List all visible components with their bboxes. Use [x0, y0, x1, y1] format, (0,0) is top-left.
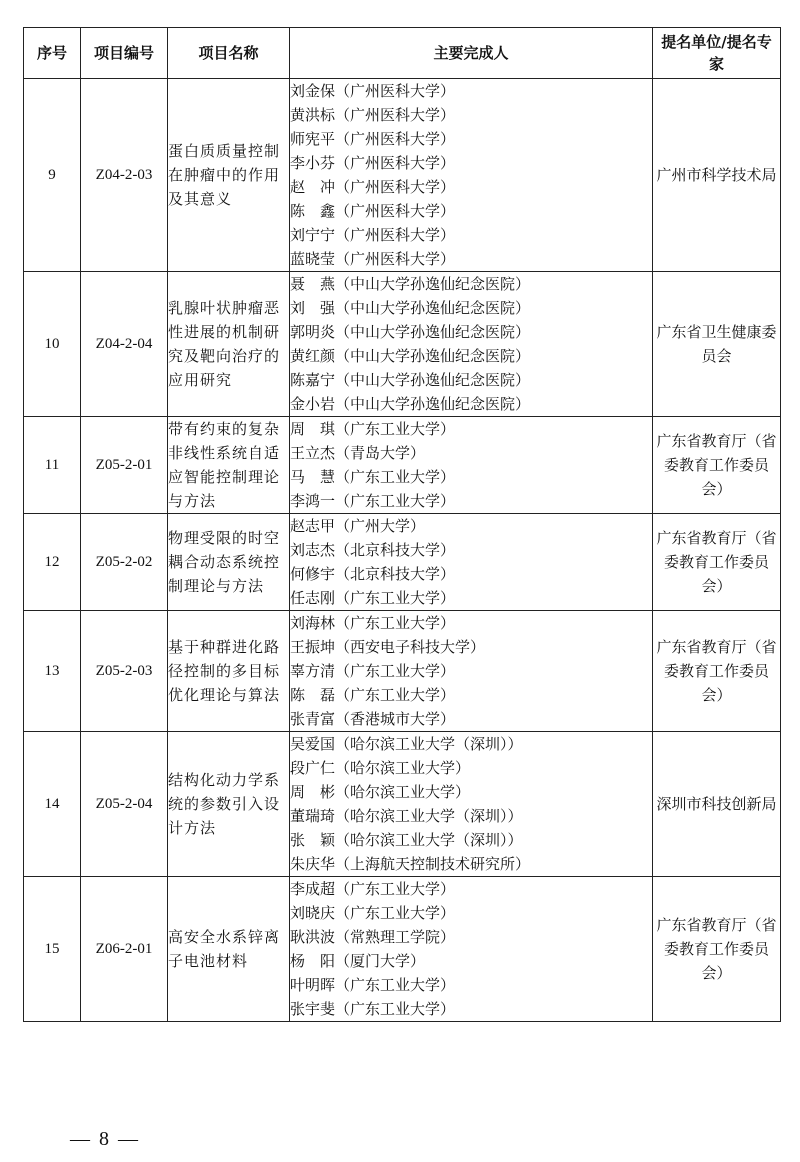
nominator-cell: 广东省教育厅（省委教育工作委员会） [653, 514, 781, 611]
table-header-row [24, 28, 781, 79]
contributor-entry: 刘志杰（北京科技大学） [290, 541, 456, 559]
table-body [24, 79, 781, 1022]
header-main-contributors: 主要完成人 [290, 28, 653, 79]
main-contributors-cell [290, 514, 653, 611]
nominator-cell: 深圳市科技创新局 [653, 732, 781, 877]
contributor-entry: 段广仁（哈尔滨工业大学） [290, 759, 471, 777]
serial-number-cell: 9 [24, 79, 81, 272]
contributor-entry: 刘 强（中山大学孙逸仙纪念医院） [290, 299, 531, 317]
project-name-cell: 基于种群进化路径控制的多目标优化理论与算法 [168, 611, 290, 732]
nominator-cell: 广东省教育厅（省委教育工作委员会） [653, 417, 781, 514]
contributor-entry: 刘金保（广州医科大学） [290, 82, 456, 100]
contributor-entry: 任志刚（广东工业大学） [290, 589, 456, 607]
nominator-cell: 广东省教育厅（省委教育工作委员会） [653, 611, 781, 732]
contributor-entry: 周 琪（广东工业大学） [290, 420, 456, 438]
contributor-entry: 黄红颜（中山大学孙逸仙纪念医院） [290, 347, 531, 365]
contributor-entry: 董瑞琦（哈尔滨工业大学（深圳）） [290, 807, 523, 825]
serial-number-cell: 11 [24, 417, 81, 514]
serial-number-cell: 15 [24, 877, 81, 1022]
contributor-entry: 赵 冲（广州医科大学） [290, 178, 456, 196]
table-row [24, 272, 781, 417]
project-code-cell: Z05-2-01 [81, 417, 168, 514]
contributor-entry: 赵志甲（广州大学） [290, 517, 426, 535]
main-contributors-cell [290, 79, 653, 272]
contributor-entry: 张 颖（哈尔滨工业大学（深圳）） [290, 831, 523, 849]
main-contributors-cell [290, 611, 653, 732]
contributor-entry: 金小岩（中山大学孙逸仙纪念医院） [290, 395, 531, 413]
main-contributors-cell [290, 417, 653, 514]
main-contributors-cell [290, 877, 653, 1022]
page-number: — 8 — [70, 1128, 140, 1150]
contributor-entry: 王振坤（西安电子科技大学） [290, 638, 486, 656]
contributor-entry: 朱庆华（上海航天控制技术研究所） [290, 855, 531, 873]
contributor-entry: 李鸿一（广东工业大学） [290, 492, 456, 510]
header-serial-number: 序号 [24, 28, 81, 79]
contributor-entry: 叶明晖（广东工业大学） [290, 976, 456, 994]
contributor-entry: 张宇斐（广东工业大学） [290, 1000, 456, 1018]
project-name-cell: 物理受限的时空耦合动态系统控制理论与方法 [168, 514, 290, 611]
contributor-entry: 蓝晓莹（广州医科大学） [290, 250, 456, 268]
serial-number-cell: 10 [24, 272, 81, 417]
contributor-entry: 陈 磊（广东工业大学） [290, 686, 456, 704]
project-name-cell: 高安全水系锌离子电池材料 [168, 877, 290, 1022]
project-code-cell: Z06-2-01 [81, 877, 168, 1022]
project-code-cell: Z04-2-04 [81, 272, 168, 417]
project-name-cell: 带有约束的复杂非线性系统自适应智能控制理论与方法 [168, 417, 290, 514]
project-code-cell: Z05-2-03 [81, 611, 168, 732]
contributor-entry: 王立杰（青岛大学） [290, 444, 426, 462]
contributor-entry: 吴爱国（哈尔滨工业大学（深圳）） [290, 735, 523, 753]
nominator-cell: 广东省教育厅（省委教育工作委员会） [653, 877, 781, 1022]
contributor-entry: 李小芬（广州医科大学） [290, 154, 456, 172]
contributor-entry: 李成超（广东工业大学） [290, 880, 456, 898]
contributor-entry: 马 慧（广东工业大学） [290, 468, 456, 486]
contributor-entry: 何修宇（北京科技大学） [290, 565, 456, 583]
contributor-entry: 张青富（香港城市大学） [290, 710, 456, 728]
contributor-entry: 陈嘉宁（中山大学孙逸仙纪念医院） [290, 371, 531, 389]
table-row [24, 514, 781, 611]
table-row [24, 79, 781, 272]
serial-number-cell: 12 [24, 514, 81, 611]
table-row [24, 732, 781, 877]
contributor-entry: 聂 燕（中山大学孙逸仙纪念医院） [290, 275, 531, 293]
project-name-cell: 结构化动力学系统的参数引入设计方法 [168, 732, 290, 877]
serial-number-cell: 14 [24, 732, 81, 877]
project-code-cell: Z04-2-03 [81, 79, 168, 272]
project-name-cell: 乳腺叶状肿瘤恶性进展的机制研究及靶向治疗的应用研究 [168, 272, 290, 417]
contributor-entry: 刘海林（广东工业大学） [290, 614, 456, 632]
contributor-entry: 郭明炎（中山大学孙逸仙纪念医院） [290, 323, 531, 341]
nominator-cell: 广州市科学技术局 [653, 79, 781, 272]
main-contributors-cell [290, 272, 653, 417]
main-contributors-cell [290, 732, 653, 877]
table-row [24, 877, 781, 1022]
header-project-name: 项目名称 [168, 28, 290, 79]
table-row [24, 417, 781, 514]
project-code-cell: Z05-2-02 [81, 514, 168, 611]
contributor-entry: 陈 鑫（广州医科大学） [290, 202, 456, 220]
contributor-entry: 辜方清（广东工业大学） [290, 662, 456, 680]
header-nominator: 提名单位/提名专家 [653, 28, 781, 79]
contributor-entry: 周 彬（哈尔滨工业大学） [290, 783, 471, 801]
contributor-entry: 刘晓庆（广东工业大学） [290, 904, 456, 922]
project-code-cell: Z05-2-04 [81, 732, 168, 877]
header-project-code: 项目编号 [81, 28, 168, 79]
contributor-entry: 黄洪标（广州医科大学） [290, 106, 456, 124]
award-projects-table [23, 27, 781, 1022]
contributor-entry: 耿洪波（常熟理工学院） [290, 928, 456, 946]
contributor-entry: 刘宁宁（广州医科大学） [290, 226, 456, 244]
serial-number-cell: 13 [24, 611, 81, 732]
nominator-cell: 广东省卫生健康委员会 [653, 272, 781, 417]
table-row [24, 611, 781, 732]
contributor-entry: 杨 阳（厦门大学） [290, 952, 426, 970]
project-name-cell: 蛋白质质量控制在肿瘤中的作用及其意义 [168, 79, 290, 272]
contributor-entry: 师宪平（广州医科大学） [290, 130, 456, 148]
